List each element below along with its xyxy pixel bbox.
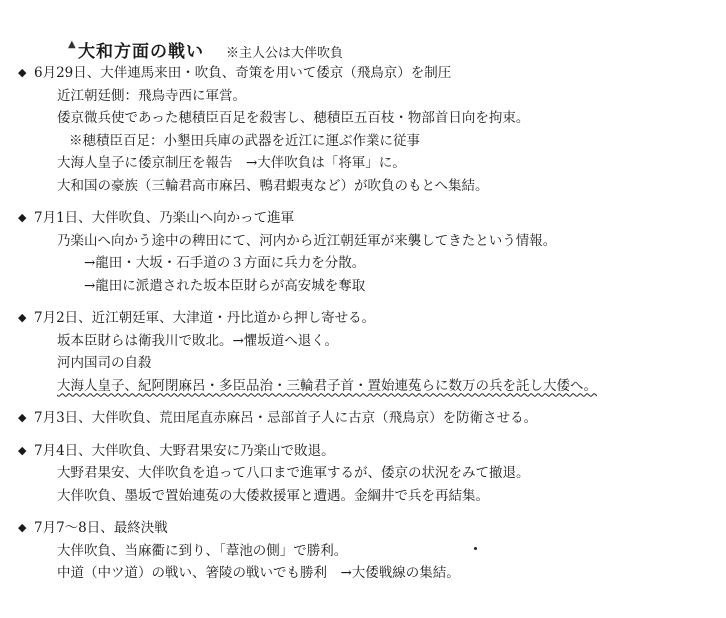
page-title: 大和方面の戦い (78, 42, 204, 62)
event-detail-text: 坂本臣財らは衛我川で敗北。→懼坂道へ退く。 (57, 332, 339, 349)
event-heading-text: 7月2日、近江朝廷軍、大津道・丹比道から押し寄せる。 (34, 310, 376, 326)
event-detail-line (30, 152, 714, 175)
event-detail-line (30, 375, 714, 398)
title-mark-icon: ▲ (68, 39, 76, 50)
event-heading (18, 207, 714, 230)
title-note: ※主人公は大伴吹負 (226, 46, 344, 61)
diamond-bullet-icon: ◆ (18, 521, 27, 534)
event-section (18, 440, 714, 508)
section-list (18, 62, 714, 585)
diamond-bullet-icon: ◆ (18, 311, 27, 324)
event-detail-line (30, 485, 714, 508)
event-detail-text: 大海人皇子に倭京制圧を報告 →大伴吹負は「将軍」に。 (57, 155, 406, 171)
event-section (18, 407, 714, 430)
event-detail-text: 乃楽山へ向かう途中の稗田にて、河内から近江朝廷軍が来襲してきたという情報。 (57, 232, 557, 249)
diamond-bullet-icon: ◆ (18, 66, 27, 79)
diamond-bullet-icon: ◆ (18, 443, 27, 457)
event-heading-text: 7月4日、大伴吹負、大野君果安に乃楽山で敗退。 (34, 442, 335, 459)
event-heading-text: 7月7～8日、最終決戦 (34, 520, 168, 536)
event-detail-line (30, 85, 714, 108)
event-detail-line (30, 107, 714, 130)
event-section (18, 62, 714, 197)
event-detail-text: 大伴吹負、墨坂で置始連菟の大倭救援軍と遭遇。金綱井で兵を再結集。 (57, 487, 489, 504)
event-section (18, 207, 714, 297)
event-detail-text: 河内国司の自殺 (57, 355, 152, 371)
event-detail-text: →龍田に派遣された坂本臣財らが高安城を奪取 (84, 277, 366, 294)
event-detail-text: ※穂積臣百足：小墾田兵庫の武器を近江に運ぶ作業に従事 (69, 132, 420, 149)
event-heading (18, 517, 714, 540)
event-heading (18, 62, 714, 85)
event-detail-text: 大伴吹負、当麻衢に到り、「葦池の側」で勝利。 (57, 542, 348, 559)
event-heading-text: 7月3日、大伴吹負、荒田尾直赤麻呂・忌部首子人に古京（飛鳥京）を防衛させる。 (34, 410, 538, 426)
event-detail-line (30, 352, 714, 375)
event-detail-line (30, 562, 714, 585)
event-heading-text: 6月29日、大伴連馬来田・吹負、奇策を用いて倭京（飛鳥京）を制圧 (34, 65, 452, 81)
event-detail-text: 中道（中ツ道）の戦い、箸陵の戦いでも勝利 →大倭戦線の集結。 (57, 565, 460, 581)
diamond-bullet-icon: ◆ (18, 411, 27, 424)
event-heading (18, 307, 714, 330)
event-detail-line (30, 540, 714, 563)
event-detail-text: 近江朝廷側：飛鳥寺西に軍営。 (57, 87, 246, 104)
event-heading (18, 407, 714, 430)
event-detail-line (30, 330, 714, 353)
event-detail-line (30, 230, 714, 253)
event-heading-text: 7月1日、大伴吹負、乃楽山へ向かって進軍 (34, 210, 295, 226)
title-line (30, 32, 714, 62)
event-section (18, 307, 714, 397)
event-detail-line (30, 175, 714, 198)
event-detail-line (30, 275, 714, 298)
event-heading (18, 440, 714, 463)
event-detail-text: →龍田・大坂・石手道の３方面に兵力を分散。 (84, 255, 366, 271)
diamond-bullet-icon: ◆ (18, 211, 27, 224)
event-detail-line (30, 130, 714, 153)
event-detail-line (30, 252, 714, 275)
scan-speck (474, 547, 477, 550)
event-detail-text: 大海人皇子、紀阿閉麻呂・多臣品治・三輪君子首・置始連菟らに数万の兵を託し大倭へ。 (57, 377, 597, 394)
event-detail-text: 大野君果安、大伴吹負を追って八口まで進軍するが、倭京の状況をみて撤退。 (57, 465, 530, 481)
event-detail-text: 大和国の豪族（三輪君高市麻呂、鴨君蝦夷など）が吹負のもとへ集結。 (57, 177, 489, 194)
event-detail-text: 倭京微兵使であった穂積臣百足を殺害し、穂積臣五百枝・物部首日向を拘束。 (57, 110, 530, 126)
event-section (18, 517, 714, 585)
event-detail-line (30, 462, 714, 485)
